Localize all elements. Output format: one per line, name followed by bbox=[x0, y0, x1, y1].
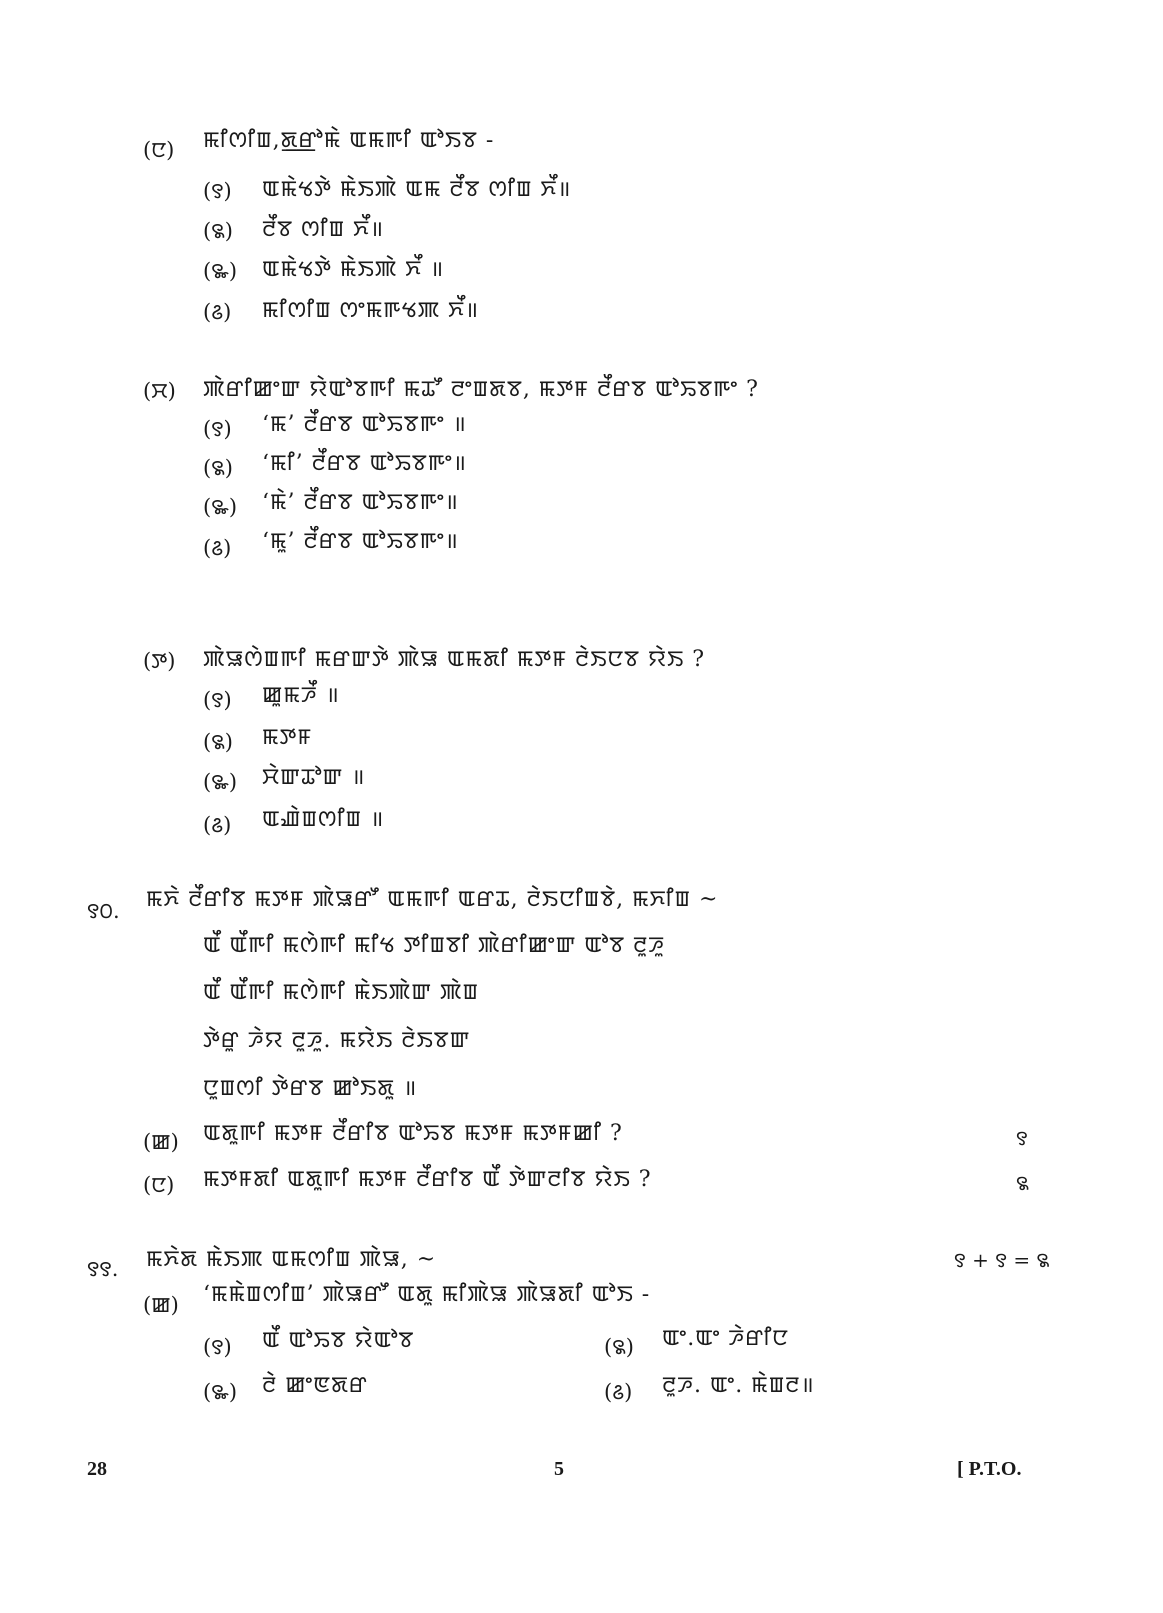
q10-number: ꯱꯰. bbox=[87, 899, 120, 923]
part-label: (ꯀ) bbox=[143, 1293, 179, 1317]
part-label: (ꯅ) bbox=[143, 1173, 175, 1197]
option-text: ꯂꯩꯕ ꯁꯤꯡ ꯈꯩ॥ bbox=[262, 217, 385, 242]
option-label: (꯱) bbox=[203, 1335, 232, 1359]
part-text: ꯃꯇꯝꯗꯤ ꯑꯗꯨꯒꯤ ꯃꯇꯝ ꯂꯩꯔꯤꯕ ꯑꯩ ꯇꯥꯛꯂꯤꯕ ꯌꯥꯏ ? bbox=[203, 1167, 652, 1192]
pto-marker: [ P.T.O. bbox=[957, 1458, 1022, 1480]
paper-code: 28 bbox=[87, 1458, 107, 1480]
q9d-stem: ꯄꯥꯔꯤꯀꯦꯛ ꯌꯥꯑꯣꯕꯒꯤ ꯃꯊꯧ ꯂꯦꯡꯗꯕ, ꯃꯇꯝ ꯂꯩꯔꯕ ꯑꯣꯢꯕꯒꯦ ? bbox=[203, 377, 759, 402]
q9c-stem: ꯃꯤꯁꯤꯡ,ꯗ꯭ꯔꯣꯃꯥ ꯑꯃꯒꯤ ꯑꯣꯏꯕ - bbox=[203, 128, 495, 153]
option-text: ‘ꯃ’ ꯂꯩꯔꯕ ꯑꯣꯢꯕꯒꯦ ॥ bbox=[262, 412, 467, 437]
marks: ꯲ bbox=[1016, 1171, 1029, 1195]
part-text: ‘ꯃꯃꯥꯡꯁꯤꯡ’ ꯄꯥꯎꯔꯧ ꯑꯗꯨ ꯃꯤꯄꯥꯎ ꯄꯥꯎꯗꯤ ꯑꯣꯏ - bbox=[203, 1282, 651, 1307]
option-text: ꯂꯨꯍ. ꯑꯦ. ꯃꯥꯡꯂ॥ bbox=[662, 1373, 815, 1398]
option-label: (꯱) bbox=[203, 688, 232, 712]
verse-line: ꯑꯩ ꯑꯩꯒꯤ ꯃꯁꯥꯒꯤ ꯃꯤꯠ ꯇꯤꯡꯕꯤ ꯄꯥꯔꯤꯀꯦꯛ ꯑꯣꯕ ꯂꯨꯍꯨ bbox=[203, 933, 666, 958]
option-text: ꯑꯃꯥꯠꯇꯥ ꯃꯥꯏꯄꯥ ꯈꯩ ॥ bbox=[262, 257, 445, 282]
option-text: ꯑꯉꯥꯡꯁꯤꯡ ॥ bbox=[262, 807, 385, 832]
part-text: ꯑꯗꯨꯒꯤ ꯃꯇꯝ ꯂꯩꯔꯤꯕ ꯑꯣꯢꯕ ꯃꯇꯝ ꯃꯇꯝꯀꯤ ? bbox=[203, 1121, 623, 1146]
verse-line: ꯅꯨꯡꯁꯤ ꯇꯥꯔꯕ ꯀꯣꯏꯗꯨ ॥ bbox=[203, 1076, 418, 1101]
option-label: (꯳) bbox=[203, 1380, 238, 1404]
part-label: (ꯀ) bbox=[143, 1130, 179, 1154]
option-label: (꯲) bbox=[203, 219, 233, 243]
q11-number: ꯱꯱. bbox=[87, 1257, 119, 1281]
option-label: (꯳) bbox=[203, 495, 238, 519]
option-label: (꯱) bbox=[203, 179, 232, 203]
option-text: ‘ꯃꯤ’ ꯂꯩꯔꯕ ꯑꯣꯢꯕꯒꯦ॥ bbox=[262, 451, 467, 476]
q9c-label: (ꯅ) bbox=[143, 138, 175, 162]
option-text: ꯑꯩ ꯑꯣꯢꯕ ꯌꯥꯑꯣꯕ bbox=[262, 1328, 415, 1353]
option-label: (꯲) bbox=[203, 730, 233, 754]
option-label: (꯴) bbox=[604, 1380, 633, 1404]
q10-intro: ꯃꯈꯥ ꯂꯩꯔꯤꯕ ꯃꯇꯝ ꯄꯥꯎꯔꯧ ꯑꯃꯒꯤ ꯑꯔꯊ, ꯂꯥꯏꯅꯤꯡꯕꯥ, ꯃꯈꯤꯡ ~ bbox=[146, 887, 719, 912]
option-text: ꯑꯃꯥꯠꯇꯥ ꯃꯥꯏꯄꯥ ꯑꯃ ꯂꯩꯕ ꯁꯤꯡ ꯈꯩ॥ bbox=[262, 177, 572, 202]
option-label: (꯳) bbox=[203, 770, 238, 794]
q11-intro: ꯃꯈꯥꯗ ꯃꯥꯏꯄ ꯑꯃꯁꯤꯡ ꯄꯥꯎ, ~ bbox=[146, 1247, 437, 1272]
option-label: (꯴) bbox=[203, 536, 232, 560]
page-number: 5 bbox=[554, 1458, 564, 1480]
option-label: (꯴) bbox=[203, 300, 232, 324]
q9e-stem: ꯄꯥꯎꯁꯥꯡꯒꯤ ꯃꯔꯛꯇꯥ ꯄꯥꯎ ꯑꯃꯗꯤ ꯃꯇꯝ ꯂꯥꯏꯅꯕ ꯌꯥꯏ ? bbox=[203, 647, 706, 672]
q9e-label: (ꯇ) bbox=[143, 649, 176, 673]
marks: ꯱ + ꯱ = ꯲ bbox=[954, 1248, 1050, 1272]
option-text: ꯑꯦ.ꯑꯦ ꯍꯥꯔꯤꯅ bbox=[662, 1326, 789, 1351]
option-text: ‘ꯃꯨ’ ꯂꯩꯔꯕ ꯑꯣꯢꯕꯒꯦ॥ bbox=[262, 529, 459, 554]
option-text: ‘ꯃꯥ’ ꯂꯩꯔꯕ ꯑꯣꯢꯕꯒꯦ॥ bbox=[262, 490, 459, 515]
option-text: ꯆꯥꯛꯊꯣꯛ ॥ bbox=[262, 765, 366, 790]
option-label: (꯲) bbox=[203, 456, 233, 480]
option-label: (꯱) bbox=[203, 417, 232, 441]
verse-line: ꯇꯥꯔꯨ ꯍꯥꯌ ꯂꯨꯍꯨ. ꯃꯌꯥꯏ ꯂꯥꯏꯕꯛ bbox=[203, 1028, 471, 1053]
marks: ꯱ bbox=[1016, 1126, 1028, 1150]
option-label: (꯲) bbox=[604, 1335, 634, 1359]
option-text: ꯂꯥ ꯀꯦꯟꯗꯔ bbox=[262, 1373, 368, 1398]
verse-line: ꯑꯩ ꯑꯩꯒꯤ ꯃꯁꯥꯒꯤ ꯃꯥꯏꯄꯥꯛ ꯄꯥꯡ bbox=[203, 980, 480, 1005]
option-label: (꯳) bbox=[203, 259, 238, 283]
option-text: ꯃꯤꯁꯤꯡ ꯁꯦꯃꯒꯠꯄ ꯈꯩ॥ bbox=[262, 298, 480, 323]
option-label: (꯴) bbox=[203, 813, 232, 837]
q9d-label: (ꯆ) bbox=[143, 379, 176, 403]
option-text: ꯃꯇꯝ bbox=[262, 725, 313, 750]
option-text: ꯀꯨꯃꯍꯩ ॥ bbox=[262, 683, 340, 708]
